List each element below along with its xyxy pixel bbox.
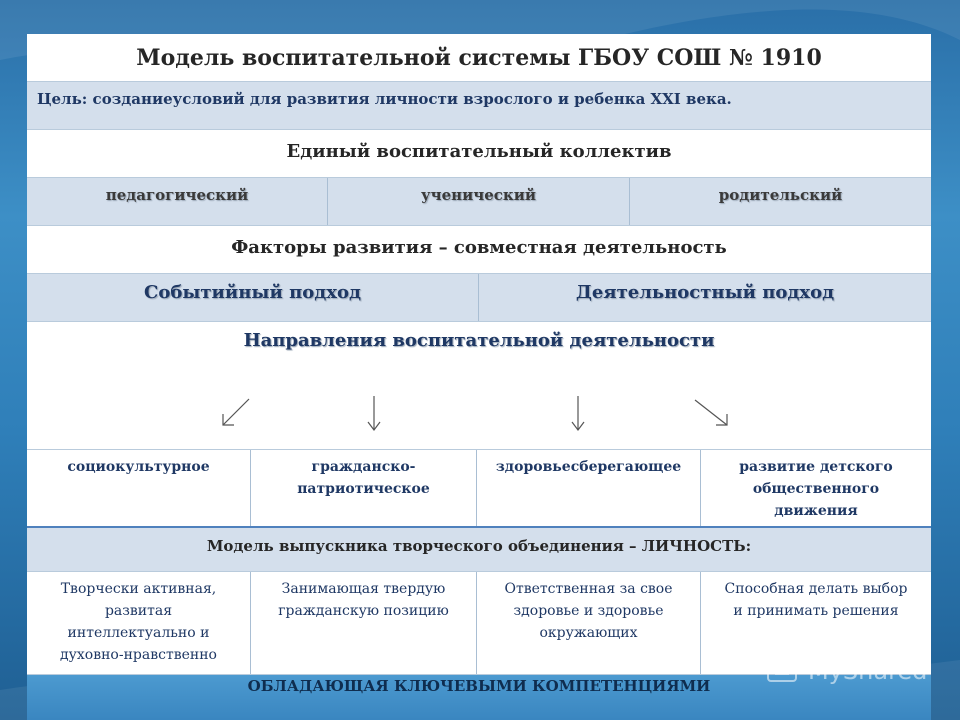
direction-youth-movement: развитие детского общественного движения: [739, 459, 893, 519]
factors-heading: Факторы развития – совместная деятельность: [27, 226, 931, 274]
approach-activity: Деятельностный подход: [575, 282, 835, 303]
competencies-footer: ОБЛАДАЮЩАЯ КЛЮЧЕВЫМИ КОМПЕТЕНЦИЯМИ: [247, 677, 711, 695]
arrow-down-left-icon: [223, 399, 249, 425]
trait-responsible: Ответственная за свое здоровье и здоровье окружающих: [477, 572, 701, 674]
trait-creative: Творчески активная, развитая интеллектуально и духовно-нравственно: [27, 572, 251, 674]
arrow-down-icon: [572, 396, 584, 430]
slide-table: [27, 34, 931, 720]
collective-heading: Единый воспитательный коллектив: [27, 130, 931, 178]
direction-health-saving: здоровьесберегающее: [477, 450, 701, 526]
myshared-logo-icon: [765, 657, 801, 687]
direction-sociocultural: социокультурное: [27, 450, 251, 526]
member-student: ученический: [328, 178, 630, 225]
member-parent: родительский: [718, 186, 843, 204]
approach-event: Событийный подход: [27, 274, 479, 321]
graduate-model-heading: Модель выпускника творческого объединения – ЛИЧНОСТЬ:: [27, 528, 931, 572]
myshared-watermark: MyShared: [808, 657, 928, 685]
goal-row: Цель: созданиеусловий для развития личности взрослого и ребенка XXI века.: [27, 82, 931, 130]
directions-heading: Направления воспитательной деятельности: [27, 322, 931, 450]
arrow-down-icon: [368, 396, 380, 430]
page-title: Модель воспитательной системы ГБОУ СОШ № 1910: [27, 34, 931, 82]
trait-civic: Занимающая твердую гражданскую позицию: [251, 572, 477, 674]
arrow-down-right-icon: [695, 400, 727, 425]
direction-civic-patriotic: гражданско-патриотическое: [251, 450, 477, 526]
direction-arrows: [27, 34, 931, 454]
member-pedagogical: педагогический: [27, 178, 328, 225]
directions-row: [27, 450, 931, 528]
trait-decisive: Способная делать выбор и принимать решения: [724, 581, 908, 619]
